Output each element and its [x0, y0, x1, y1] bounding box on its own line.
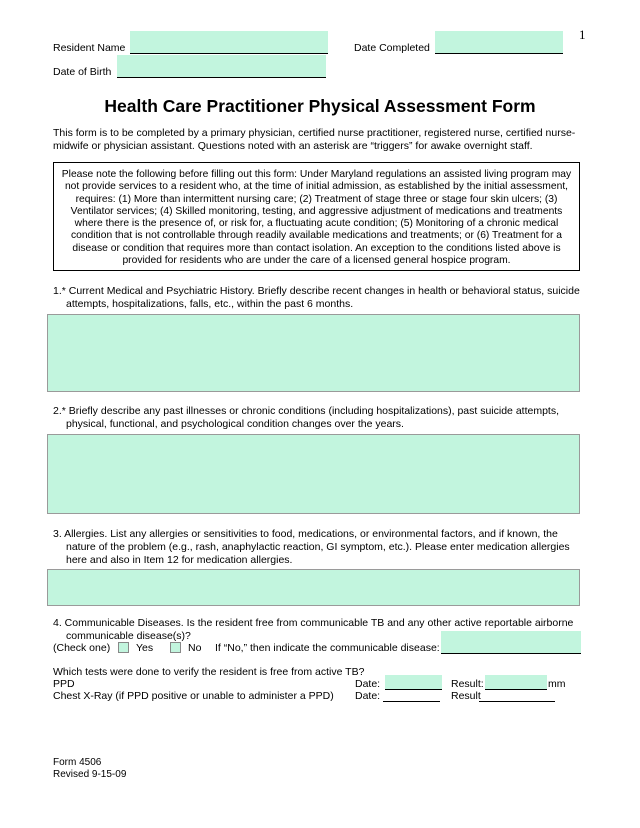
form-title: Health Care Practitioner Physical Assessment Form	[104, 96, 536, 116]
date-completed-label: Date Completed	[354, 42, 430, 54]
question-4-line-1: 4. Communicable Diseases. Is the resident free from communicable TB and any other active reportable airborne	[53, 617, 574, 629]
question-2-line-2: physical, functional, and psychological condition changes over the years.	[66, 418, 404, 430]
resident-name-field[interactable]	[130, 31, 328, 54]
question-2-answer-field[interactable]	[47, 434, 580, 514]
page-number: 1	[579, 27, 586, 42]
intro-text	[53, 127, 593, 153]
notice-line: disease or condition that requires more than contact isolation. An exception to the conditions listed above is	[72, 242, 561, 254]
ppd-result-label: Result:	[451, 678, 484, 690]
resident-name-label: Resident Name	[53, 42, 126, 54]
notice-line: Ventilator services; (4) Skilled monitoring, testing, and aggressive adjustment of medications and treatments	[70, 205, 563, 217]
notice-line: where there is the presence of, or risk for, a fluctuating acute condition; (5) Monitoring of a chronic medical	[74, 218, 559, 230]
intro-line-2: midwife or physician assistant. Questions noted with an asterisk are “triggers” for awake overnight staff.	[53, 140, 533, 152]
yes-label: Yes	[136, 642, 154, 654]
ppd-label: PPD	[53, 678, 75, 690]
date-of-birth-label: Date of Birth	[53, 66, 112, 78]
notice-line: provided for residents who are under the care of a licensed general hospice program.	[122, 255, 511, 267]
no-label: No	[188, 642, 202, 654]
check-one-label: (Check one)	[53, 642, 111, 654]
xray-result-label: Result	[451, 690, 481, 702]
question-3-line-1: 3. Allergies. List any allergies or sensitivities to food, medications, or environmental factors, and if known, the	[53, 528, 558, 540]
yes-checkbox[interactable]	[118, 642, 129, 653]
question-2-line-1: 2.* Briefly describe any past illnesses or chronic conditions (including hospitalizations), past suicide attempts,	[53, 405, 559, 417]
notice-line: not provide services to a resident who, at the time of initial admission, as established by the initial assessment,	[64, 181, 569, 193]
question-3-line-2: nature of the problem (e.g., rash, anaphylactic reaction, GI symptom, etc.). Please enter medication allergies	[66, 541, 570, 553]
tb-question: Which tests were done to verify the resident is free from active TB?	[53, 666, 365, 678]
question-1-line-2: attempts, hospitalizations, falls, etc., within the past 6 months.	[66, 298, 354, 310]
xray-result-field[interactable]	[479, 688, 555, 702]
question-3-answer-field[interactable]	[47, 569, 580, 606]
form-number: Form 4506	[53, 757, 102, 768]
intro-line-1: This form is to be completed by a primary physician, certified nurse practitioner, registered nurse, certified nurse-	[53, 127, 576, 139]
question-1-answer-field[interactable]	[47, 314, 580, 392]
notice-line: requires: (1) More than intermittent nursing care; (2) Treatment of stage three or stage four skin ulcers; (3)	[75, 193, 558, 205]
if-no-label: If “No,” then indicate the communicable disease:	[215, 642, 440, 654]
ppd-date-label: Date:	[355, 678, 381, 690]
communicable-disease-field[interactable]	[441, 631, 581, 654]
notice-line: condition that is not controllable through readily available medications and treatments; or (6) Treatment for a	[70, 230, 563, 242]
date-completed-field[interactable]	[435, 31, 563, 54]
chest-xray-label: Chest X-Ray (if PPD positive or unable to administer a PPD)	[53, 690, 334, 702]
regulation-notice-box	[53, 162, 580, 271]
no-checkbox[interactable]	[170, 642, 181, 653]
xray-date-label: Date:	[355, 690, 381, 702]
xray-date-field[interactable]	[383, 688, 440, 702]
notice-line: Please note the following before filling out this form: Under Maryland regulations an assisted living program may	[61, 169, 572, 180]
question-1-text	[53, 285, 593, 311]
question-3-text	[53, 528, 593, 567]
mm-unit-label: mm	[548, 678, 566, 690]
date-of-birth-field[interactable]	[117, 55, 326, 78]
question-1-line-1: 1.* Current Medical and Psychiatric History. Briefly describe recent changes in health or behavioral status, suicide	[53, 285, 580, 297]
question-3-line-3: here and also in Item 12 for medication allergies.	[66, 554, 293, 566]
revised-date: Revised 9-15-09	[53, 769, 127, 780]
question-2-text	[53, 405, 593, 431]
question-4-line-2: communicable disease(s)?	[66, 630, 191, 642]
